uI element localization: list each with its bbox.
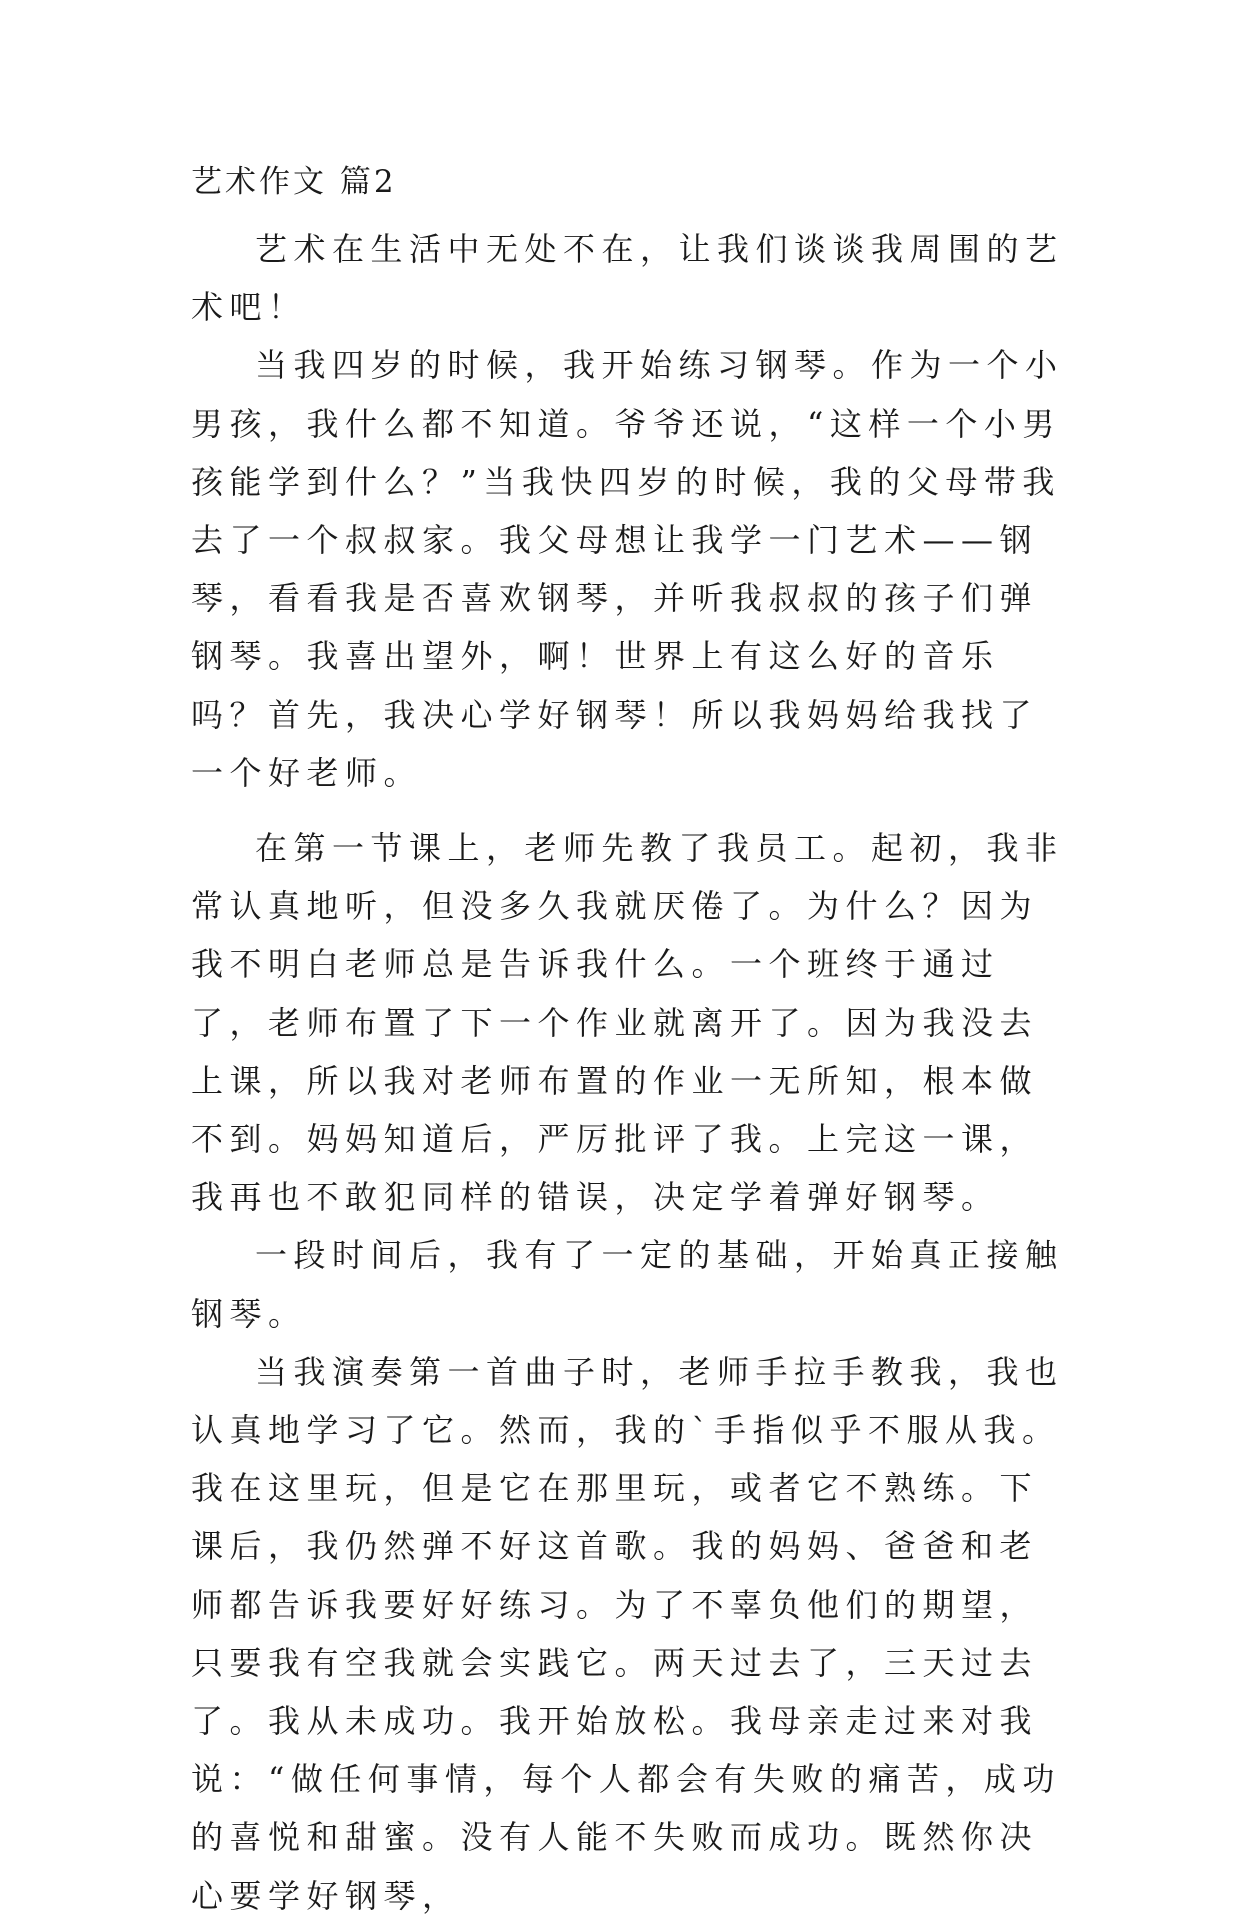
paragraph-3: 在第一节课上，老师先教了我员工。起初，我非常认真地听，但没多久我就厌倦了。为什么？因为我不明白老师总是告诉我什么。一个班终于通过了，老师布置了下一个作业就离开了。因为我没去上课，所以我对老师布置的作业一无所知，根本做不到。妈妈知道后，严厉批评了我。上完这一课，我再也不敢犯同样的错误，决定学着弹好钢琴。	[191, 829, 1064, 1217]
paragraph-2: 当我四岁的时候，我开始练习钢琴。作为一个小男孩，我什么都不知道。爷爷还说，“这样一个小男孩能学到什么？”当我快四岁的时候，我的父母带我去了一个叔叔家。我父母想让我学一门艺术——钢琴，看看我是否喜欢钢琴，并听我叔叔的孩子们弹钢琴。我喜出望外，啊！世界上有这么好的音乐吗？首先，我决心学好钢琴！所以我妈妈给我找了一个好老师。	[191, 346, 1064, 792]
paragraph-4: 一段时间后，我有了一定的基础，开始真正接触钢琴。	[191, 1236, 1064, 1333]
paragraph-5: 当我演奏第一首曲子时，老师手拉手教我，我也认真地学习了它。然而，我的`手指似乎不服从我。我在这里玩，但是它在那里玩，或者它不熟练。下课后，我仍然弹不好这首歌。我的妈妈、爸爸和老师都告诉我要好好练习。为了不辜负他们的期望，只要我有空我就会实践它。两天过去了，三天过去了。我从未成功。我开始放松。我母亲走过来对我说：“做任何事情，每个人都会有失败的痛苦，成功的喜悦和甜蜜。没有人能不失败而成功。既然你决心要学好钢琴，	[191, 1352, 1064, 1915]
paragraph-1: 艺术在生活中无处不在，让我们谈谈我周围的艺术吧！	[191, 230, 1064, 327]
document-title: 艺术作文 篇2	[191, 164, 397, 200]
document-body	[191, 220, 1071, 1925]
